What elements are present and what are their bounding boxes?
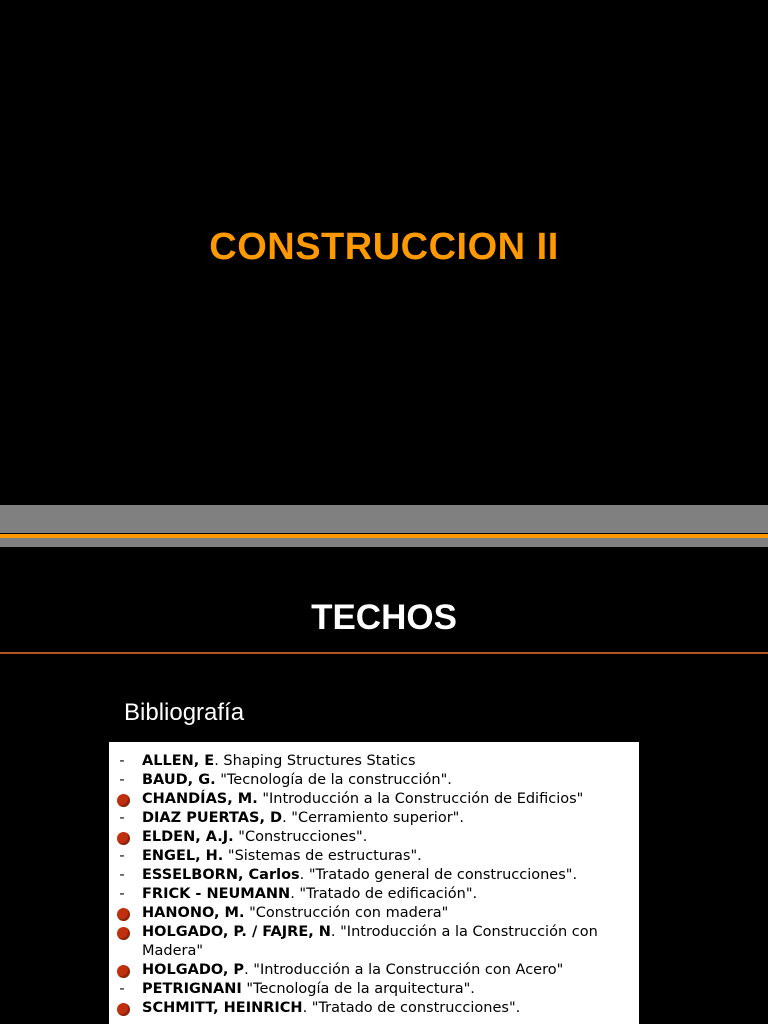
bibliography-title: "Tecnología de la construcción". [215, 772, 452, 788]
bibliography-title: . "Introducción a la Construcción con Acero" [244, 962, 564, 978]
bibliography-author: HOLGADO, P. / FAJRE, N [142, 924, 331, 940]
bullet-dot-icon [117, 832, 130, 845]
bibliography-title: "Introducción a la Construcción de Edificios" [257, 791, 584, 807]
bibliography-heading: Bibliografía [124, 699, 245, 726]
bibliography-author: ESSELBORN, Carlos [142, 867, 300, 883]
bibliography-author: PETRIGNANI [142, 981, 242, 997]
bibliography-item [109, 999, 639, 1018]
bullet-dash-icon: - [119, 810, 125, 826]
bibliography-title: "Sistemas de estructuras". [223, 848, 422, 864]
bibliography-list [109, 742, 639, 1018]
bibliography-panel [109, 742, 639, 1024]
title-slide [0, 0, 768, 505]
bibliography-author: SCHMITT, HEINRICH [142, 1000, 303, 1016]
bullet-dot-icon [117, 965, 130, 978]
bullet-dot-icon [117, 908, 130, 921]
bibliography-item [109, 790, 639, 809]
bibliography-author: ENGEL, H. [142, 848, 224, 864]
bibliography-title: "Construcción con madera" [244, 905, 449, 921]
bibliography-title: "Construcciones". [233, 829, 368, 845]
bibliography-item [109, 809, 639, 828]
bibliography-item [109, 923, 639, 961]
bibliography-title: . "Introducción a la Construcción con Madera" [142, 924, 598, 959]
title-rule [0, 652, 768, 654]
bibliography-title: . "Cerramiento superior". [282, 810, 464, 826]
bibliography-author: CHANDÍAS, M. [142, 791, 258, 807]
bibliography-author: FRICK - NEUMANN [142, 886, 291, 902]
bibliography-item [109, 885, 639, 904]
bibliography-title: . Shaping Structures Statics [214, 753, 416, 769]
bibliography-item [109, 847, 639, 866]
bibliography-item [109, 752, 639, 771]
bibliography-author: HANONO, M. [142, 905, 245, 921]
bibliography-item [109, 904, 639, 923]
bibliography-title: . "Tratado de construcciones". [302, 1000, 521, 1016]
bullet-dash-icon: - [119, 848, 125, 864]
bibliography-title: "Tecnología de la arquitectura". [241, 981, 475, 997]
bibliography-title: . "Tratado de edificación". [290, 886, 478, 902]
bibliography-title: . "Tratado general de construcciones". [299, 867, 578, 883]
section-title: TECHOS [311, 598, 457, 637]
bibliography-author: DIAZ PUERTAS, D [142, 810, 283, 826]
bibliography-author: BAUD, G. [142, 772, 216, 788]
bibliography-item [109, 771, 639, 790]
slide-divider-bar [0, 505, 768, 533]
bibliography-item [109, 961, 639, 980]
bullet-dash-icon: - [119, 867, 125, 883]
bibliography-item [109, 980, 639, 999]
bibliography-item [109, 828, 639, 847]
bullet-dash-icon: - [119, 981, 125, 997]
bibliography-author: ELDEN, A.J. [142, 829, 234, 845]
bullet-dash-icon: - [119, 772, 125, 788]
bullet-dot-icon [117, 1003, 130, 1016]
bullet-dash-icon: - [119, 886, 125, 902]
bullet-dash-icon: - [119, 753, 125, 769]
slide-divider-bar-lower [0, 538, 768, 547]
bibliography-author: HOLGADO, P [142, 962, 245, 978]
bibliography-author: ALLEN, E [142, 753, 215, 769]
slide-title: CONSTRUCCION II [209, 226, 559, 268]
bullet-dot-icon [117, 794, 130, 807]
bullet-dot-icon [117, 927, 130, 940]
bibliography-item [109, 866, 639, 885]
